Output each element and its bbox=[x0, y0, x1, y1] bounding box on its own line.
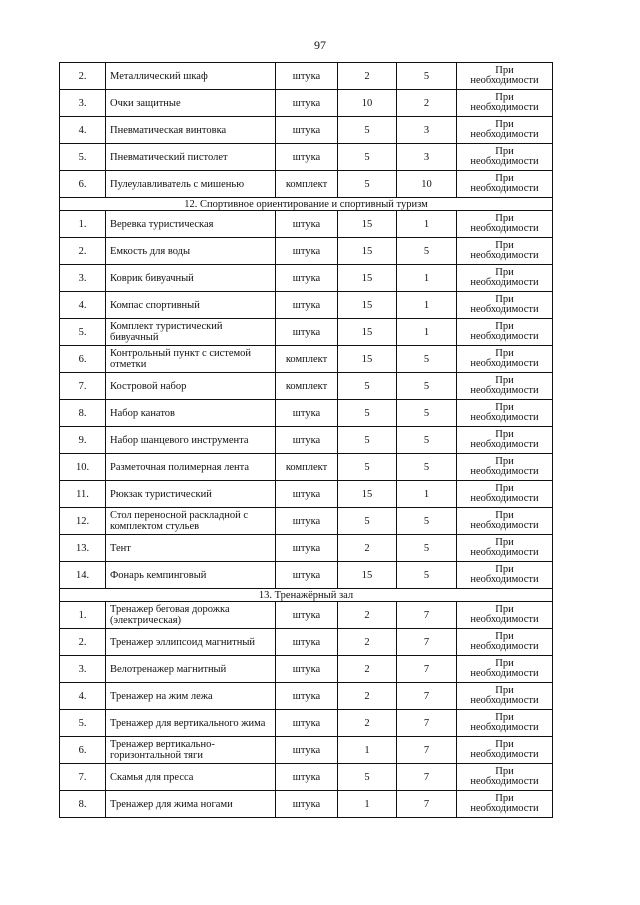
cell-qty: 15 bbox=[338, 211, 397, 238]
cell-note: При необходимости bbox=[457, 535, 553, 562]
table-row bbox=[60, 292, 553, 319]
cell-name: Комплект туристический бивуачный bbox=[106, 319, 276, 346]
cell-term: 7 bbox=[397, 737, 457, 764]
cell-unit: штука bbox=[276, 117, 338, 144]
equipment-table bbox=[59, 62, 553, 818]
table-row bbox=[60, 656, 553, 683]
cell-unit: штука bbox=[276, 481, 338, 508]
cell-num: 14. bbox=[60, 562, 106, 589]
cell-num: 3. bbox=[60, 90, 106, 117]
cell-name: Набор канатов bbox=[106, 400, 276, 427]
cell-qty: 1 bbox=[338, 737, 397, 764]
cell-name: Стол переносной раскладной с комплектом стульев bbox=[106, 508, 276, 535]
cell-name: Коврик бивуачный bbox=[106, 265, 276, 292]
cell-qty: 15 bbox=[338, 319, 397, 346]
cell-name: Набор шанцевого инструмента bbox=[106, 427, 276, 454]
cell-unit: штука bbox=[276, 764, 338, 791]
table-row bbox=[60, 211, 553, 238]
cell-name: Тренажер на жим лежа bbox=[106, 683, 276, 710]
cell-num: 6. bbox=[60, 737, 106, 764]
cell-unit: штука bbox=[276, 90, 338, 117]
cell-unit: штука bbox=[276, 427, 338, 454]
cell-name: Костровой набор bbox=[106, 373, 276, 400]
table-row bbox=[60, 90, 553, 117]
cell-num: 2. bbox=[60, 629, 106, 656]
cell-name: Пневматическая винтовка bbox=[106, 117, 276, 144]
cell-unit: штука bbox=[276, 400, 338, 427]
cell-note: При необходимости bbox=[457, 373, 553, 400]
cell-term: 5 bbox=[397, 373, 457, 400]
table-row bbox=[60, 737, 553, 764]
cell-note: При необходимости bbox=[457, 710, 553, 737]
cell-unit: штука bbox=[276, 656, 338, 683]
table-row bbox=[60, 562, 553, 589]
cell-qty: 15 bbox=[338, 292, 397, 319]
cell-note: При необходимости bbox=[457, 737, 553, 764]
cell-num: 2. bbox=[60, 238, 106, 265]
cell-qty: 2 bbox=[338, 710, 397, 737]
cell-num: 4. bbox=[60, 117, 106, 144]
cell-note: При необходимости bbox=[457, 346, 553, 373]
cell-qty: 10 bbox=[338, 90, 397, 117]
cell-note: При необходимости bbox=[457, 292, 553, 319]
cell-note: При необходимости bbox=[457, 211, 553, 238]
equipment-table-body bbox=[60, 63, 553, 818]
cell-num: 7. bbox=[60, 764, 106, 791]
cell-qty: 2 bbox=[338, 629, 397, 656]
cell-num: 13. bbox=[60, 535, 106, 562]
cell-qty: 5 bbox=[338, 764, 397, 791]
cell-num: 8. bbox=[60, 400, 106, 427]
cell-num: 7. bbox=[60, 373, 106, 400]
cell-unit: штука bbox=[276, 144, 338, 171]
cell-note: При необходимости bbox=[457, 144, 553, 171]
cell-unit: комплект bbox=[276, 171, 338, 198]
cell-note: При необходимости bbox=[457, 90, 553, 117]
cell-qty: 5 bbox=[338, 400, 397, 427]
table-row bbox=[60, 63, 553, 90]
table-row bbox=[60, 481, 553, 508]
cell-note: При необходимости bbox=[457, 562, 553, 589]
cell-num: 5. bbox=[60, 319, 106, 346]
cell-qty: 5 bbox=[338, 144, 397, 171]
cell-unit: штука bbox=[276, 737, 338, 764]
cell-term: 1 bbox=[397, 292, 457, 319]
cell-name: Тренажер беговая дорожка (электрическая) bbox=[106, 602, 276, 629]
section-header-row bbox=[60, 589, 553, 602]
table-row bbox=[60, 400, 553, 427]
table-row bbox=[60, 171, 553, 198]
cell-unit: штука bbox=[276, 629, 338, 656]
cell-qty: 15 bbox=[338, 481, 397, 508]
cell-num: 8. bbox=[60, 791, 106, 818]
cell-qty: 2 bbox=[338, 683, 397, 710]
cell-term: 7 bbox=[397, 764, 457, 791]
cell-unit: штука bbox=[276, 508, 338, 535]
table-row bbox=[60, 373, 553, 400]
cell-num: 9. bbox=[60, 427, 106, 454]
section-title: 13. Тренажёрный зал bbox=[60, 589, 553, 602]
cell-unit: комплект bbox=[276, 346, 338, 373]
cell-term: 7 bbox=[397, 791, 457, 818]
cell-note: При необходимости bbox=[457, 117, 553, 144]
table-row bbox=[60, 535, 553, 562]
cell-term: 5 bbox=[397, 63, 457, 90]
cell-qty: 2 bbox=[338, 602, 397, 629]
cell-qty: 5 bbox=[338, 373, 397, 400]
cell-num: 10. bbox=[60, 454, 106, 481]
cell-qty: 5 bbox=[338, 508, 397, 535]
cell-note: При необходимости bbox=[457, 238, 553, 265]
table-row bbox=[60, 265, 553, 292]
cell-unit: штука bbox=[276, 63, 338, 90]
cell-term: 1 bbox=[397, 481, 457, 508]
cell-note: При необходимости bbox=[457, 791, 553, 818]
cell-num: 6. bbox=[60, 171, 106, 198]
cell-num: 12. bbox=[60, 508, 106, 535]
cell-name: Пулеулавливатель с мишенью bbox=[106, 171, 276, 198]
cell-name: Тренажер эллипсоид магнитный bbox=[106, 629, 276, 656]
cell-note: При необходимости bbox=[457, 427, 553, 454]
cell-unit: штука bbox=[276, 319, 338, 346]
cell-num: 5. bbox=[60, 710, 106, 737]
cell-term: 7 bbox=[397, 683, 457, 710]
cell-num: 4. bbox=[60, 292, 106, 319]
table-row bbox=[60, 117, 553, 144]
cell-name: Тренажер для вертикального жима bbox=[106, 710, 276, 737]
cell-note: При необходимости bbox=[457, 629, 553, 656]
cell-unit: штука bbox=[276, 211, 338, 238]
cell-note: При необходимости bbox=[457, 683, 553, 710]
cell-term: 3 bbox=[397, 117, 457, 144]
cell-name: Пневматический пистолет bbox=[106, 144, 276, 171]
cell-num: 1. bbox=[60, 602, 106, 629]
cell-qty: 5 bbox=[338, 171, 397, 198]
table-row bbox=[60, 144, 553, 171]
cell-name: Тренажер вертикально-горизонтальной тяги bbox=[106, 737, 276, 764]
cell-qty: 15 bbox=[338, 238, 397, 265]
cell-term: 10 bbox=[397, 171, 457, 198]
table-row bbox=[60, 346, 553, 373]
table-row bbox=[60, 764, 553, 791]
section-title: 12. Спортивное ориентирование и спортивный туризм bbox=[60, 198, 553, 211]
table-row bbox=[60, 427, 553, 454]
table-row bbox=[60, 710, 553, 737]
cell-num: 1. bbox=[60, 211, 106, 238]
cell-unit: штука bbox=[276, 602, 338, 629]
table-row bbox=[60, 791, 553, 818]
cell-num: 4. bbox=[60, 683, 106, 710]
cell-term: 3 bbox=[397, 144, 457, 171]
cell-num: 2. bbox=[60, 63, 106, 90]
cell-num: 11. bbox=[60, 481, 106, 508]
cell-note: При необходимости bbox=[457, 265, 553, 292]
cell-qty: 2 bbox=[338, 63, 397, 90]
cell-name: Тент bbox=[106, 535, 276, 562]
cell-qty: 15 bbox=[338, 562, 397, 589]
cell-unit: комплект bbox=[276, 454, 338, 481]
cell-note: При необходимости bbox=[457, 656, 553, 683]
cell-name: Разметочная полимерная лента bbox=[106, 454, 276, 481]
cell-qty: 1 bbox=[338, 791, 397, 818]
cell-term: 7 bbox=[397, 629, 457, 656]
cell-num: 6. bbox=[60, 346, 106, 373]
table-row bbox=[60, 629, 553, 656]
cell-qty: 15 bbox=[338, 265, 397, 292]
cell-term: 7 bbox=[397, 710, 457, 737]
cell-term: 1 bbox=[397, 265, 457, 292]
cell-name: Велотренажер магнитный bbox=[106, 656, 276, 683]
cell-qty: 5 bbox=[338, 117, 397, 144]
cell-unit: комплект bbox=[276, 373, 338, 400]
cell-term: 5 bbox=[397, 535, 457, 562]
cell-term: 5 bbox=[397, 238, 457, 265]
cell-unit: штука bbox=[276, 265, 338, 292]
cell-note: При необходимости bbox=[457, 171, 553, 198]
cell-name: Емкость для воды bbox=[106, 238, 276, 265]
cell-note: При необходимости bbox=[457, 508, 553, 535]
cell-qty: 5 bbox=[338, 427, 397, 454]
cell-unit: штука bbox=[276, 238, 338, 265]
cell-note: При необходимости bbox=[457, 764, 553, 791]
table-row bbox=[60, 319, 553, 346]
cell-term: 5 bbox=[397, 562, 457, 589]
cell-unit: штука bbox=[276, 562, 338, 589]
cell-num: 3. bbox=[60, 656, 106, 683]
cell-term: 7 bbox=[397, 656, 457, 683]
cell-num: 3. bbox=[60, 265, 106, 292]
cell-name: Веревка туристическая bbox=[106, 211, 276, 238]
cell-unit: штука bbox=[276, 710, 338, 737]
cell-term: 2 bbox=[397, 90, 457, 117]
cell-term: 5 bbox=[397, 346, 457, 373]
cell-unit: штука bbox=[276, 292, 338, 319]
cell-qty: 5 bbox=[338, 454, 397, 481]
cell-unit: штука bbox=[276, 535, 338, 562]
cell-num: 5. bbox=[60, 144, 106, 171]
cell-term: 5 bbox=[397, 400, 457, 427]
cell-qty: 2 bbox=[338, 535, 397, 562]
page-number: 97 bbox=[314, 38, 326, 52]
cell-note: При необходимости bbox=[457, 63, 553, 90]
table-row bbox=[60, 238, 553, 265]
cell-term: 5 bbox=[397, 427, 457, 454]
cell-name: Фонарь кемпинговый bbox=[106, 562, 276, 589]
cell-unit: штука bbox=[276, 791, 338, 818]
cell-name: Компас спортивный bbox=[106, 292, 276, 319]
cell-note: При необходимости bbox=[457, 602, 553, 629]
cell-term: 1 bbox=[397, 211, 457, 238]
table-row bbox=[60, 508, 553, 535]
cell-term: 7 bbox=[397, 602, 457, 629]
cell-qty: 2 bbox=[338, 656, 397, 683]
cell-name: Контрольный пункт с системой отметки bbox=[106, 346, 276, 373]
section-header-row bbox=[60, 198, 553, 211]
cell-term: 1 bbox=[397, 319, 457, 346]
cell-note: При необходимости bbox=[457, 319, 553, 346]
table-row bbox=[60, 683, 553, 710]
cell-note: При необходимости bbox=[457, 454, 553, 481]
cell-unit: штука bbox=[276, 683, 338, 710]
cell-name: Металлический шкаф bbox=[106, 63, 276, 90]
cell-note: При необходимости bbox=[457, 400, 553, 427]
cell-note: При необходимости bbox=[457, 481, 553, 508]
table-row bbox=[60, 602, 553, 629]
cell-term: 5 bbox=[397, 508, 457, 535]
cell-term: 5 bbox=[397, 454, 457, 481]
table-row bbox=[60, 454, 553, 481]
cell-name: Скамья для пресса bbox=[106, 764, 276, 791]
cell-name: Тренажер для жима ногами bbox=[106, 791, 276, 818]
cell-qty: 15 bbox=[338, 346, 397, 373]
cell-name: Рюкзак туристический bbox=[106, 481, 276, 508]
cell-name: Очки защитные bbox=[106, 90, 276, 117]
